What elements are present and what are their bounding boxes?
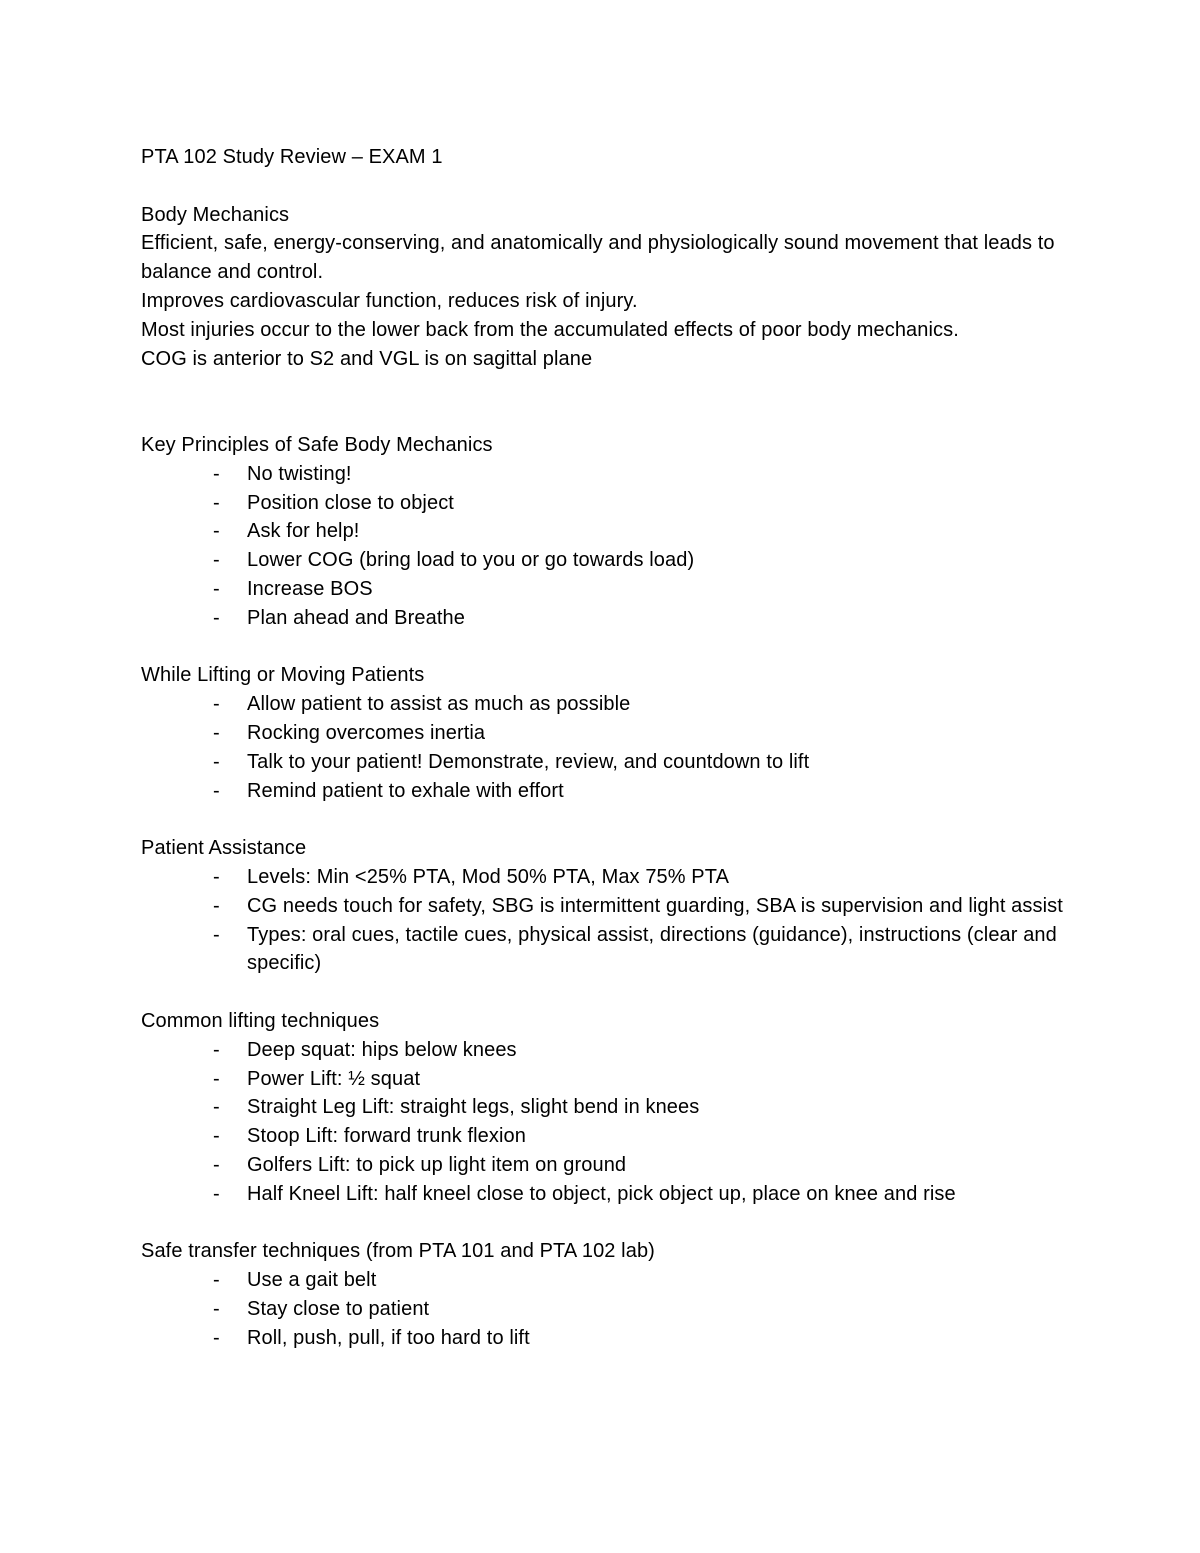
bullet-dash: -	[213, 1269, 220, 1292]
section-heading: Safe transfer techniques (from PTA 101 and PTA 102 lab)	[141, 1240, 655, 1263]
list-item-text: Plan ahead and Breathe	[247, 606, 465, 629]
list-item	[141, 748, 1081, 777]
bullet-dash: -	[213, 1326, 220, 1349]
section-heading: Common lifting techniques	[141, 1009, 380, 1032]
list-item-text: CG needs touch for safety, SBG is intermittent guarding, SBA is supervision and light assist	[247, 894, 1063, 917]
bullet-dash: -	[213, 923, 220, 946]
spacer	[141, 172, 1081, 201]
bullet-dash: -	[213, 693, 220, 716]
list-item-text: Half Kneel Lift: half kneel close to object, pick object up, place on knee and rise	[247, 1182, 956, 1205]
bullet-dash: -	[213, 865, 220, 888]
spacer	[141, 805, 1081, 834]
section-heading: Key Principles of Safe Body Mechanics	[141, 433, 493, 456]
section-body-mechanics	[141, 201, 1081, 374]
paragraph: Most injuries occur to the lower back from the accumulated effects of poor body mechanics.	[141, 318, 959, 341]
bullet-dash: -	[213, 491, 220, 514]
bullet-dash: -	[213, 1182, 220, 1205]
bullet-dash: -	[213, 1096, 220, 1119]
bullet-dash: -	[213, 1038, 220, 1061]
list-item-text: Position close to object	[247, 491, 454, 514]
list-item	[141, 517, 1081, 546]
list-item	[141, 1151, 1081, 1180]
list-item	[141, 892, 1081, 921]
list-item	[141, 604, 1081, 633]
list-item	[141, 1036, 1081, 1065]
list-item-text: Talk to your patient! Demonstrate, review, and countdown to lift	[247, 750, 810, 773]
list-item	[141, 1324, 1081, 1353]
list-item-text: Levels: Min <25% PTA, Mod 50% PTA, Max 75% PTA	[247, 865, 730, 888]
list-item-text: Use a gait belt	[247, 1269, 377, 1292]
list-item-text: Straight Leg Lift: straight legs, slight bend in knees	[247, 1096, 700, 1119]
bullet-dash: -	[213, 520, 220, 543]
list-item	[141, 719, 1081, 748]
list-item	[141, 1122, 1081, 1151]
section-heading: Patient Assistance	[141, 837, 307, 860]
paragraph: Efficient, safe, energy-conserving, and anatomically and physiologically sound movement that leads to balance and control.	[141, 232, 1055, 284]
list-item	[141, 489, 1081, 518]
list-item	[141, 575, 1081, 604]
section-patient-assistance	[141, 834, 1081, 978]
list-item-text: Deep squat: hips below knees	[247, 1038, 517, 1061]
document-title: PTA 102 Study Review – EXAM 1	[141, 146, 443, 168]
list-item	[141, 1065, 1081, 1094]
list-item-text: Stay close to patient	[247, 1297, 430, 1320]
list-item	[141, 863, 1081, 892]
list-item-text: Types: oral cues, tactile cues, physical assist, directions (guidance), instructions (clear and specific)	[247, 923, 1057, 975]
bullet-dash: -	[213, 894, 220, 917]
list-item-text: Power Lift: ½ squat	[247, 1067, 421, 1090]
section-transfer-techniques	[141, 1237, 1081, 1352]
spacer	[141, 633, 1081, 662]
list-item-text: Lower COG (bring load to you or go towards load)	[247, 549, 695, 572]
list-item-text: Remind patient to exhale with effort	[247, 779, 564, 802]
bullet-dash: -	[213, 1125, 220, 1148]
list-item	[141, 777, 1081, 806]
bullet-dash: -	[213, 1067, 220, 1090]
bullet-dash: -	[213, 1153, 220, 1176]
bullet-list	[141, 1266, 1081, 1352]
list-item	[141, 1093, 1081, 1122]
section-lifting-techniques	[141, 1007, 1081, 1209]
bullet-dash: -	[213, 549, 220, 572]
list-item	[141, 1266, 1081, 1295]
paragraph: Improves cardiovascular function, reduces risk of injury.	[141, 289, 638, 312]
document-page	[141, 143, 1081, 1352]
bullet-list	[141, 1036, 1081, 1209]
bullet-list	[141, 690, 1081, 805]
spacer	[141, 1208, 1081, 1237]
bullet-dash: -	[213, 779, 220, 802]
bullet-list	[141, 863, 1081, 978]
paragraph: COG is anterior to S2 and VGL is on sagittal plane	[141, 347, 593, 370]
section-heading: While Lifting or Moving Patients	[141, 664, 425, 687]
bullet-list	[141, 460, 1081, 633]
bullet-dash: -	[213, 462, 220, 485]
list-item-text: Stoop Lift: forward trunk flexion	[247, 1125, 526, 1148]
bullet-dash: -	[213, 606, 220, 629]
list-item	[141, 460, 1081, 489]
bullet-dash: -	[213, 577, 220, 600]
list-item-text: Roll, push, pull, if too hard to lift	[247, 1326, 530, 1349]
list-item-text: No twisting!	[247, 462, 352, 485]
list-item-text: Rocking overcomes inertia	[247, 721, 486, 744]
bullet-dash: -	[213, 750, 220, 773]
list-item	[141, 690, 1081, 719]
list-item-text: Increase BOS	[247, 577, 373, 600]
bullet-dash: -	[213, 721, 220, 744]
list-item	[141, 921, 1081, 979]
bullet-dash: -	[213, 1297, 220, 1320]
section-lifting-moving	[141, 661, 1081, 805]
list-item-text: Golfers Lift: to pick up light item on ground	[247, 1153, 627, 1176]
list-item	[141, 546, 1081, 575]
section-heading: Body Mechanics	[141, 203, 290, 226]
list-item-text: Allow patient to assist as much as possible	[247, 693, 631, 716]
section-key-principles	[141, 431, 1081, 633]
list-item	[141, 1180, 1081, 1209]
list-item-text: Ask for help!	[247, 520, 360, 543]
spacer	[141, 978, 1081, 1007]
list-item	[141, 1295, 1081, 1324]
spacer	[141, 373, 1081, 431]
